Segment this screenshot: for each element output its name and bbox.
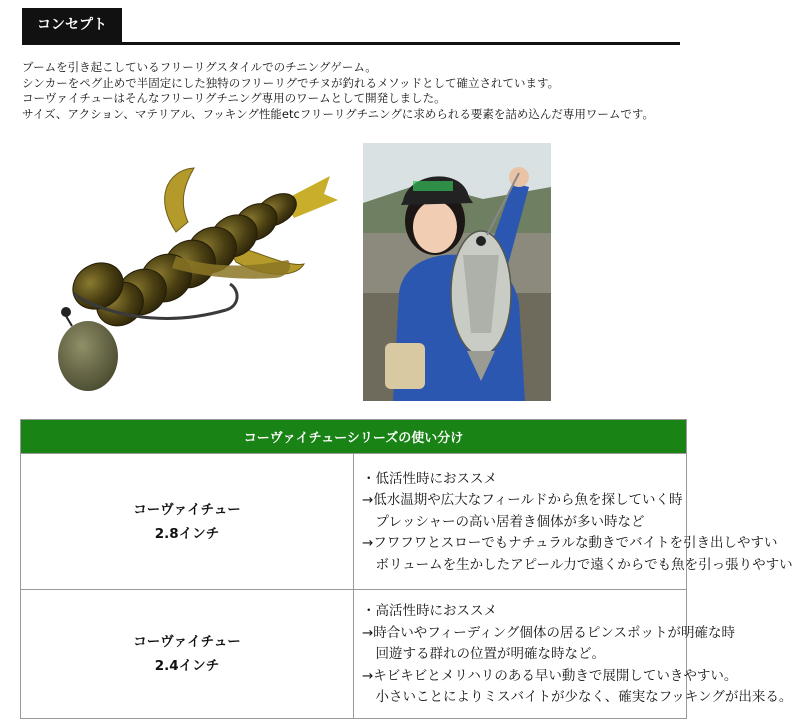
- usage-description-cell: [354, 590, 793, 719]
- usage-line: ・低活性時におススメ: [362, 470, 497, 487]
- usage-line: プレッシャーの高い居着き個体が多い時など: [362, 513, 645, 530]
- concept-line: シンカーをペグ止めで半固定にした独特のフリーリグでチヌが釣れるメソッドとして確立されています。: [22, 75, 560, 90]
- usage-line: 小さいことによりミスバイトが少なく、確実なフッキングが出来る。: [362, 689, 793, 706]
- product-name: コーヴァイチュー: [133, 501, 241, 518]
- concept-description: [22, 60, 682, 122]
- concept-line: コーヴァイチューはそんなフリーリグチニング専用のワームとして開発しました。: [22, 91, 446, 105]
- product-size: 2.8インチ: [154, 525, 220, 542]
- product-name-cell: [21, 590, 354, 719]
- product-name: コーヴァイチュー: [133, 634, 241, 650]
- product-size: 2.4インチ: [154, 658, 220, 674]
- usage-description-cell: [354, 454, 793, 590]
- concept-line: サイズ、アクション、マテリアル、フッキング性能etcフリーリグチニングに求められる要素を詰め込んだ専用ワームです。: [22, 106, 655, 121]
- concept-tab-label: コンセプト: [22, 8, 122, 42]
- lure-illustration: [26, 160, 342, 400]
- usage-line: →時合いやフィーディング個体の居るピンスポットが明確な時: [362, 624, 735, 641]
- usage-line: →フワフワとスローでもナチュラルな動きでバイトを引き出しやすい: [362, 535, 778, 552]
- concept-section-header: [22, 8, 680, 45]
- series-comparison-table: [20, 419, 793, 719]
- usage-line: →キビキビとメリハリのある早い動きで展開していきやすい。: [362, 667, 738, 684]
- table-header: コーヴァイチューシリーズの使い分け: [21, 420, 687, 454]
- table-row: [21, 590, 687, 719]
- product-image: [26, 160, 342, 400]
- angler-photo: [363, 143, 551, 401]
- usage-line: 回遊する群れの位置が明確な時など。: [362, 646, 605, 663]
- product-name-cell: [21, 454, 354, 590]
- concept-line: ブームを引き起こしているフリーリグスタイルでのチニングゲーム。: [22, 60, 377, 74]
- usage-line: →低水温期や広大なフィールドから魚を探していく時: [362, 492, 683, 509]
- table-row: [21, 454, 687, 590]
- usage-line: ボリュームを生かしたアピール力で遠くからでも魚を引っ張りやすい: [362, 556, 793, 573]
- usage-line: ・高活性時におススメ: [362, 603, 497, 620]
- angler-illustration: [363, 143, 551, 401]
